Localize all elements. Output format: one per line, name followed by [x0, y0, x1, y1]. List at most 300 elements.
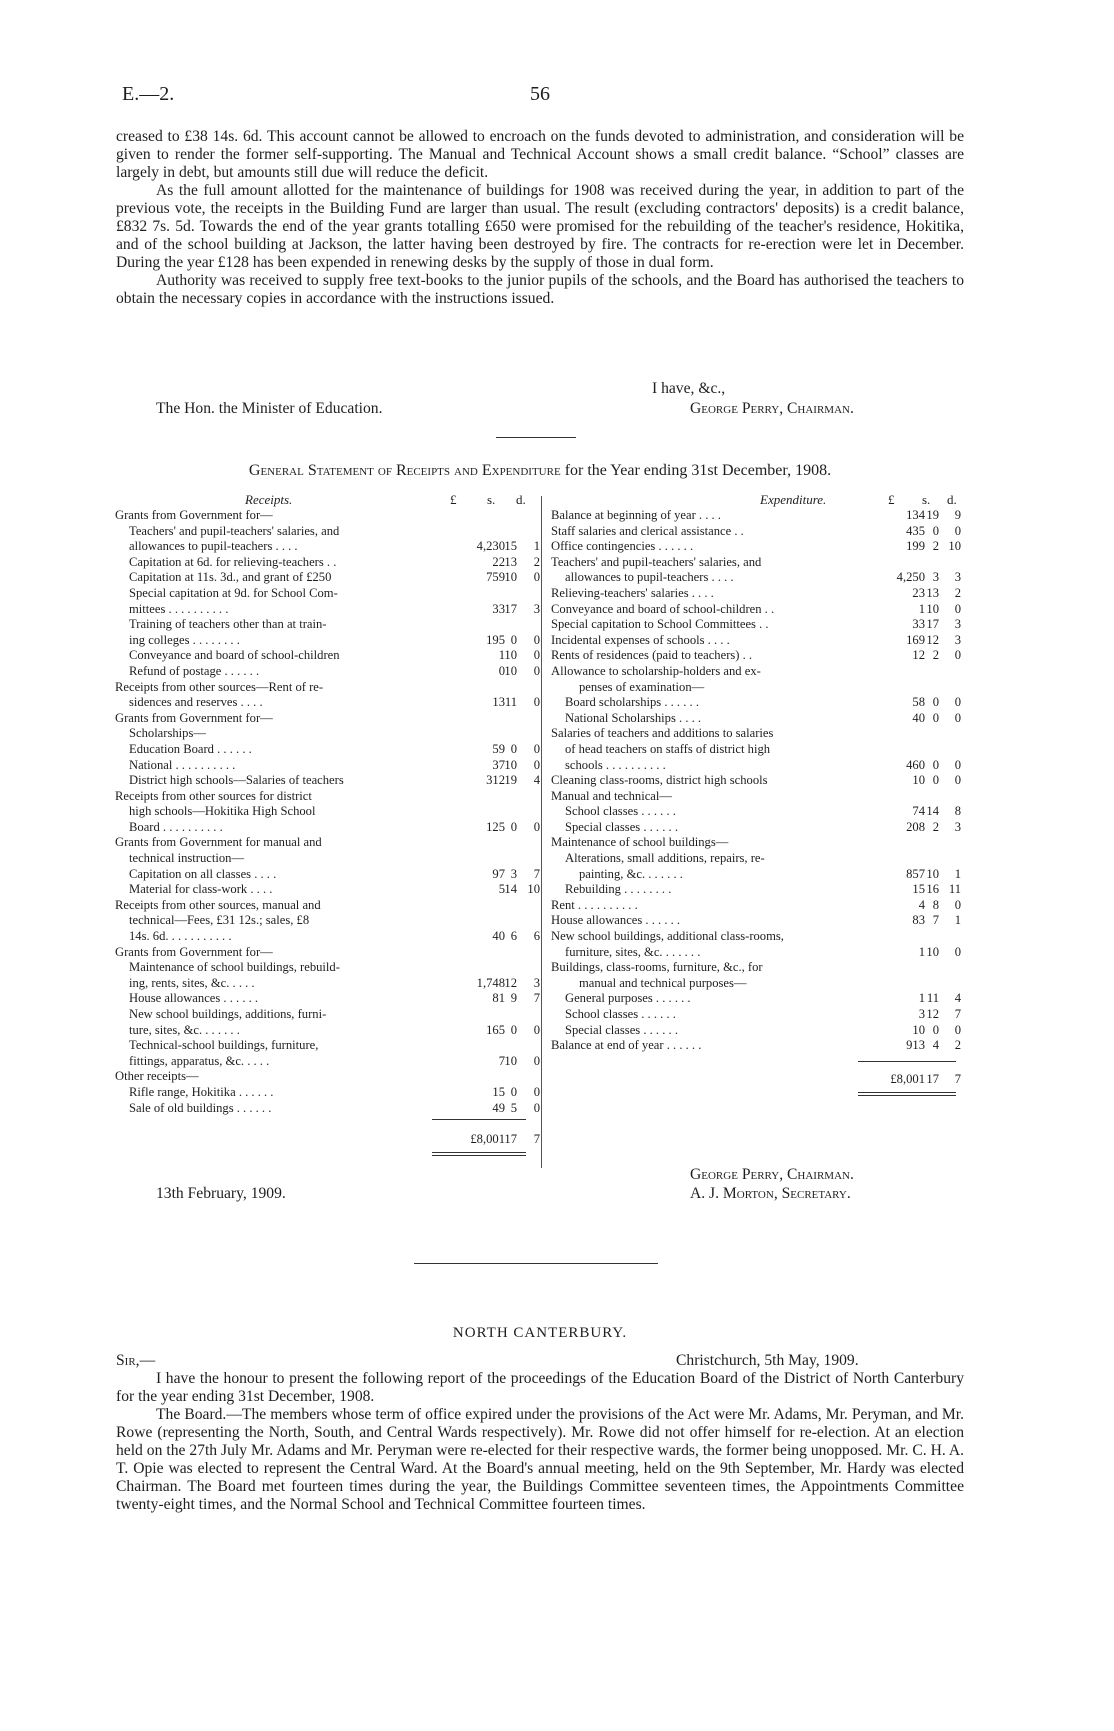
receipts-line-row [115, 882, 540, 898]
expenditure-line-row-label: School classes . . . . . . [565, 1007, 676, 1021]
receipts-line-row-pounds: 125 [486, 819, 505, 834]
receipts-line-row-pounds: 7 [498, 1053, 505, 1068]
expenditure-line-row-shillings: 12 [926, 1007, 939, 1021]
expenditure-line-row-pence: 11 [948, 882, 961, 897]
expenditure-line-row-pounds: 169 [906, 632, 925, 647]
receipts-line-row-shillings: 19 [504, 773, 517, 788]
expenditure-line-row-label: Cleaning class-rooms, district high schools [551, 773, 768, 788]
expenditure-line-row [551, 539, 961, 555]
receipts-line-row [115, 711, 535, 727]
receipts-line-row-label: Technical-school buildings, furniture, [129, 1038, 319, 1053]
receipts-line-row-label: Capitation at 6d. for relieving-teachers . . [129, 554, 337, 569]
expenditure-line-row-pounds: 857 [906, 866, 925, 881]
expenditure-line-row [551, 1038, 961, 1054]
expenditure-line-row [551, 945, 961, 961]
receipts-line-row-label: ture, sites, &c. . . . . . . [129, 1022, 240, 1037]
receipts-heading: Receipts. [245, 492, 293, 507]
receipts-line-row-shillings: 10 [504, 1053, 517, 1068]
expenditure-line-row [551, 664, 961, 680]
expenditure-line-row [551, 882, 961, 898]
expenditure-line-row [551, 898, 961, 914]
receipts-line-row-pounds: 33 [492, 601, 505, 616]
expenditure-line-row-label: furniture, sites, &c. . . . . . . [565, 944, 701, 959]
expenditure-line-row [551, 773, 961, 789]
expenditure-line-row-pounds: 10 [912, 773, 925, 788]
receipts-line-row-label: technical—Fees, £31 12s.; sales, £8 [129, 913, 310, 928]
receipts-line-row [115, 1007, 535, 1023]
receipts-line-row-shillings: 9 [510, 991, 517, 1006]
expenditure-line-row [551, 1023, 961, 1039]
receipts-line-row-shillings: 17 [504, 601, 517, 616]
expenditure-line-row-shillings: 12 [926, 632, 939, 647]
closing-formula: I have, &c., [652, 380, 726, 397]
receipts-line-row-pounds: 22 [492, 554, 505, 569]
receipts-line-row-shillings: 5 [510, 1100, 517, 1115]
expenditure-line-row-label: Special capitation to School Committees . . [551, 617, 769, 632]
column-divider [541, 496, 542, 1168]
expenditure-line-row-label: General purposes . . . . . . [565, 991, 691, 1006]
receipts-line-row-shillings: 12 [504, 975, 517, 990]
receipts-line-row-label: ing colleges . . . . . . . . [129, 632, 240, 647]
section-code: E.—2. [122, 83, 175, 105]
receipts-line-row-shillings: 10 [504, 663, 517, 678]
receipts-line-row [115, 695, 540, 711]
receipts-line-row [115, 991, 540, 1007]
receipts-line-row-pence: 0 [533, 1084, 540, 1099]
receipts-line-row [115, 663, 540, 680]
receipts-line-row-pence: 0 [533, 741, 540, 756]
receipts-line-row-label: technical instruction— [129, 851, 245, 866]
receipts-line-row-label: House allowances . . . . . . [129, 991, 259, 1006]
expenditure-line-row-shillings: 0 [932, 710, 939, 725]
receipts-line-row-pounds: 195 [486, 632, 505, 647]
expenditure-line-row-label: Teachers' and pupil-teachers' salaries, and [551, 554, 762, 569]
expenditure-line-row-shillings: 0 [932, 1022, 939, 1037]
expenditure-line-row-pence: 0 [954, 695, 961, 710]
expenditure-line-row-shillings: 0 [932, 695, 939, 710]
expenditure-line-row [551, 804, 961, 820]
expenditure-total-rule [858, 1061, 956, 1062]
receipts-line-row-label: Maintenance of school buildings, rebuild- [129, 960, 340, 975]
expenditure-line-row-shillings: 10 [926, 866, 939, 881]
receipts-line-row [115, 898, 535, 914]
receipts-line-row-shillings: 0 [510, 632, 517, 647]
receipts-line-row-shillings: 0 [510, 819, 517, 834]
receipts-line-row-shillings: 14 [504, 882, 517, 897]
expenditure-line-row-pence: 0 [954, 757, 961, 772]
receipts-line-row-pounds: 81 [492, 991, 505, 1006]
section-separator [414, 1263, 658, 1264]
receipts-line-row-pounds: 97 [492, 866, 505, 881]
expenditure-line-row-pounds: 40 [912, 710, 925, 725]
expenditure-line-row [551, 648, 961, 664]
expenditure-line-row-shillings: 2 [932, 648, 939, 663]
expenditure-line-row-pence: 2 [954, 585, 961, 600]
expenditure-line-row-pence: 1 [954, 866, 961, 881]
receipts-line-row-pence: 7 [533, 991, 540, 1006]
receipts-line-row [115, 554, 540, 571]
receipts-total-double-rule-b [432, 1155, 526, 1156]
expenditure-line-row [551, 586, 961, 602]
expenditure-line-row-shillings: 2 [932, 539, 939, 554]
expenditure-line-row-pounds: 1 [918, 991, 925, 1006]
receipts-line-row-label: Grants from Government for— [115, 710, 273, 725]
north-canterbury-report [116, 1370, 964, 1514]
receipts-line-row-shillings: 0 [510, 1084, 517, 1099]
north-canterbury-title: NORTH CANTERBURY. [452, 1325, 628, 1341]
page-number: 56 [530, 83, 550, 105]
expenditure-line-row-pounds: 199 [906, 539, 925, 554]
report-paragraph-1: I have the honour to present the following report of the proceedings of the Education Board of the District of North Canterbury for the year ending 31st December, 1908. [116, 1370, 964, 1405]
expenditure-line-row [551, 976, 961, 992]
expenditure-line-row-pounds: 3 [918, 1007, 925, 1021]
receipts-line-row [115, 819, 540, 836]
expenditure-line-row-pence: 0 [954, 601, 961, 616]
receipts-line-row-label: Refund of postage . . . . . . [129, 663, 260, 678]
receipts-line-row-pence: 2 [533, 554, 540, 569]
intro-paragraph-3: Authority was received to supply free text-books to the junior pupils of the schools, and the Board has authorised the teachers to obtain the necessary copies in accordance with the instructions issued. [116, 272, 964, 307]
expenditure-line-row-pounds: 208 [906, 819, 925, 834]
expenditure-total-shillings: 17 [926, 1072, 939, 1086]
expenditure-line-row [551, 960, 961, 976]
expenditure-line-row-pounds: 4 [918, 897, 925, 912]
receipts-line-row-shillings: 3 [510, 866, 517, 881]
receipts-line-row [115, 586, 535, 602]
receipts-total-pounds: £8,001 [470, 1132, 505, 1146]
receipts-line-row-label: National . . . . . . . . . . [129, 757, 236, 772]
receipts-line-row-label: high schools—Hokitika High School [129, 804, 316, 819]
expenditure-line-row-shillings: 8 [932, 897, 939, 912]
expenditure-line-row-pence: 0 [954, 773, 961, 788]
expenditure-shilling-head: s. [922, 492, 931, 507]
receipts-line-row [115, 866, 540, 883]
receipts-line-row [115, 851, 535, 867]
expenditure-line-row-shillings: 11 [926, 991, 939, 1006]
receipts-line-row [115, 1053, 540, 1070]
receipts-line-row [115, 835, 535, 851]
expenditure-line-row-pence: 0 [954, 944, 961, 959]
expenditure-line-row [551, 851, 961, 867]
receipts-line-row [115, 1022, 540, 1039]
expenditure-line-row-pence: 7 [954, 1007, 961, 1021]
receipts-total-row [115, 1132, 540, 1148]
receipts-line-row-pence: 7 [533, 866, 540, 881]
receipts-line-row-pounds: 59 [492, 741, 505, 756]
receipts-line-row-label: Conveyance and board of school-children [129, 648, 340, 663]
report-paragraph-2: The Board.—The members whose term of office expired under the provisions of the Act were Mr. Adams, Mr. Peryman, and Mr. Rowe (representing the North, South, and Central Wards respectively). Mr. Rowe did not offer himself for re-election. At an election held on the 27th July Mr. Adams and Mr. Peryman were re-elected for their respective wards, the former being unopposed. Mr. C. H. A. T. Opie was elected to represent the Central Ward. At the Board's annual meeting, held on the 9th September, Mr. Hardy was elected Chairman. The Board met fourteen times during the year, the Buildings Committee seventeen times, the Appointments Committee twenty-eight times, and the Normal School and Technical Committee fourteen times. [116, 1406, 964, 1513]
expenditure-line-row-pence: 3 [954, 632, 961, 647]
expenditure-total-pence: 7 [954, 1072, 961, 1086]
expenditure-line-row-shillings: 4 [932, 1038, 939, 1053]
expenditure-line-row-pence: 3 [954, 617, 961, 632]
statement-secretary: A. J. Morton, Secretary. [690, 1185, 851, 1202]
receipts-line-row-label: Grants from Government for— [115, 944, 273, 959]
expenditure-line-row [551, 758, 961, 774]
expenditure-line-row [551, 867, 961, 883]
place-date: Christchurch, 5th May, 1909. [676, 1352, 859, 1369]
expenditure-line-row-label: allowances to pupil-teachers . . . . [565, 570, 734, 585]
receipts-line-row-label: Sale of old buildings . . . . . . [129, 1100, 272, 1115]
expenditure-line-row-pence: 1 [954, 913, 961, 928]
expenditure-line-row-pence: 0 [954, 1022, 961, 1037]
expenditure-line-row-pounds: 33 [912, 617, 925, 632]
expenditure-line-row-label: Incidental expenses of schools . . . . [551, 632, 730, 647]
expenditure-line-row [551, 742, 961, 758]
receipts-line-row-label: Grants from Government for manual and [115, 835, 322, 850]
expenditure-line-row-shillings: 19 [926, 508, 939, 522]
receipts-line-row [115, 680, 535, 696]
receipts-line-row-pounds: 15 [492, 1084, 505, 1099]
section-divider [496, 437, 576, 438]
expenditure-pence-head: d. [947, 492, 957, 507]
receipts-line-row [115, 1084, 540, 1101]
expenditure-line-row-shillings: 10 [926, 601, 939, 616]
expenditure-line-row [551, 1007, 961, 1023]
receipts-line-row-label: Special capitation at 9d. for School Com- [129, 585, 338, 600]
receipts-line-row-pence: 0 [533, 648, 540, 663]
receipts-line-row-pence: 3 [533, 601, 540, 616]
receipts-line-row-pounds: 13 [492, 695, 505, 710]
expenditure-total-pounds: £8,001 [890, 1072, 925, 1086]
receipts-line-row-pence: 0 [533, 632, 540, 647]
receipts-line-row-label: Capitation on all classes . . . . [129, 866, 277, 881]
receipts-line-row [115, 1069, 535, 1085]
expenditure-line-row-pence: 8 [954, 804, 961, 819]
receipts-line-row [115, 632, 540, 649]
expenditure-line-row [551, 524, 961, 540]
receipts-line-row [115, 757, 540, 774]
receipts-line-row-pounds: 49 [492, 1100, 505, 1115]
expenditure-line-row-label: Rebuilding . . . . . . . . [565, 882, 672, 897]
expenditure-heading: Expenditure. [760, 492, 827, 507]
receipts-line-row-label: Training of teachers other than at train- [129, 617, 327, 632]
expenditure-line-row-shillings: 10 [926, 944, 939, 959]
statement-date: 13th February, 1909. [156, 1185, 286, 1202]
receipts-line-row-pence: 10 [527, 882, 540, 897]
expenditure-line-row [551, 929, 961, 945]
expenditure-total-double-rule-a [858, 1092, 956, 1093]
receipts-line-row [115, 975, 540, 992]
expenditure-line-row-label: penses of examination— [579, 679, 705, 694]
expenditure-line-row-pounds: 83 [912, 913, 925, 928]
statement-title-period: for the Year ending 31st December, 1908. [564, 462, 832, 479]
expenditure-line-row-label: Buildings, class-rooms, furniture, &c., for [551, 960, 763, 975]
receipts-line-row-label: District high schools—Salaries of teachers [129, 773, 344, 788]
expenditure-line-row-label: School classes . . . . . . [565, 804, 676, 819]
expenditure-line-row-label: Staff salaries and clerical assistance . . [551, 523, 744, 538]
receipts-line-row-label: ing, rents, sites, &c. . . . . [129, 975, 255, 990]
receipts-line-row-pence: 0 [533, 757, 540, 772]
expenditure-line-row-label: New school buildings, additional class-rooms, [551, 929, 784, 944]
receipts-line-row [115, 929, 540, 945]
receipts-line-row [115, 617, 535, 633]
receipts-total-rule [432, 1119, 526, 1120]
expenditure-line-row-pence: 3 [954, 570, 961, 585]
expenditure-line-row [551, 789, 961, 805]
expenditure-line-row-label: Special classes . . . . . . [565, 1022, 678, 1037]
receipts-line-row-pounds: 1,748 [476, 975, 505, 990]
receipts-line-row [115, 945, 535, 961]
receipts-line-row-pounds: 759 [486, 570, 505, 585]
receipts-line-row-label: Receipts from other sources, manual and [115, 897, 321, 912]
receipts-line-row-pence: 0 [533, 570, 540, 585]
expenditure-line-row-shillings: 7 [932, 913, 939, 928]
receipts-line-row-shillings: 6 [510, 929, 517, 944]
expenditure-line-row-label: Allowance to scholarship-holders and ex- [551, 663, 761, 678]
expenditure-line-row-label: manual and technical purposes— [579, 975, 747, 990]
receipts-line-row-pounds: 37 [492, 757, 505, 772]
expenditure-line-row-label: House allowances . . . . . . [551, 913, 681, 928]
salutation: Sir,— [116, 1352, 156, 1369]
receipts-line-row-label: 14s. 6d. . . . . . . . . . . [129, 929, 232, 944]
receipts-line-row-label: allowances to pupil-teachers . . . . [129, 539, 298, 554]
expenditure-line-row-label: Balance at beginning of year . . . . [551, 508, 721, 522]
expenditure-pound-head: £ [888, 492, 895, 507]
receipts-line-row [115, 508, 535, 524]
receipts-line-row [115, 804, 535, 820]
expenditure-line-row [551, 913, 961, 929]
expenditure-line-row-pounds: 58 [912, 695, 925, 710]
receipts-line-row-label: Scholarships— [129, 726, 206, 741]
expenditure-line-row-pounds: 74 [912, 804, 925, 819]
expenditure-line-row-label: Relieving-teachers' salaries . . . . [551, 585, 714, 600]
receipts-line-row-pence: 6 [533, 929, 540, 944]
expenditure-line-row [551, 711, 961, 727]
expenditure-line-row-shillings: 16 [926, 882, 939, 897]
receipts-line-row [115, 773, 540, 789]
receipts-line-row-pence: 0 [533, 663, 540, 678]
expenditure-line-row [551, 555, 961, 571]
receipts-total-pence: 7 [533, 1132, 540, 1146]
expenditure-line-row-pence: 0 [954, 648, 961, 663]
expenditure-line-row [551, 726, 961, 742]
receipts-line-row-pence: 0 [533, 695, 540, 710]
expenditure-line-row-label: Rents of residences (paid to teachers) . . [551, 648, 753, 663]
receipts-pence-head: d. [516, 492, 526, 507]
expenditure-table [551, 508, 961, 1054]
receipts-line-row-shillings: 13 [504, 554, 517, 569]
receipts-line-row-pence: 0 [533, 1100, 540, 1115]
receipts-line-row [115, 741, 540, 758]
receipts-line-row [115, 570, 540, 586]
expenditure-line-row-pence: 4 [954, 991, 961, 1006]
receipts-line-row-pounds: 1 [498, 648, 505, 663]
statement-title-main: General Statement of Receipts and Expenditure [248, 462, 561, 479]
receipts-line-row-pounds: 40 [492, 929, 505, 944]
expenditure-line-row-shillings: 2 [932, 819, 939, 834]
expenditure-line-row-pounds: 12 [912, 648, 925, 663]
expenditure-line-row-pounds: 1 [918, 944, 925, 959]
expenditure-line-row [551, 602, 961, 618]
expenditure-line-row-label: Conveyance and board of school-children . . [551, 601, 775, 616]
expenditure-line-row-label: Office contingencies . . . . . . [551, 539, 694, 554]
receipts-line-row [115, 789, 535, 805]
receipts-total-shillings: 17 [504, 1132, 517, 1146]
expenditure-line-row-label: Manual and technical— [551, 788, 672, 803]
receipts-line-row [115, 648, 540, 664]
receipts-line-row-shillings: 11 [504, 695, 517, 710]
expenditure-line-row-pounds: 134 [906, 508, 925, 522]
receipts-total-double-rule-a [432, 1152, 526, 1153]
receipts-line-row-label: Education Board . . . . . . [129, 741, 252, 756]
receipts-line-row [115, 913, 535, 929]
expenditure-line-row-pounds: 1 [918, 601, 925, 616]
receipts-line-row-shillings: 10 [504, 570, 517, 585]
receipts-line-row-shillings: 0 [510, 741, 517, 756]
expenditure-line-row [551, 835, 961, 851]
expenditure-line-row-label: Salaries of teachers and additions to salaries [551, 726, 774, 741]
expenditure-line-row [551, 820, 961, 836]
expenditure-line-row-pounds: 10 [912, 1022, 925, 1037]
receipts-line-row [115, 1100, 540, 1117]
expenditure-line-row-pounds: 4,250 [896, 570, 925, 585]
receipts-line-row-pounds: 312 [486, 773, 505, 788]
expenditure-total-row [551, 1072, 961, 1088]
receipts-line-row [115, 960, 535, 976]
receipts-line-row-pence: 1 [533, 539, 540, 554]
expenditure-line-row-pence: 2 [954, 1038, 961, 1053]
expenditure-line-row-label: Rent . . . . . . . . . . [551, 897, 638, 912]
expenditure-line-row [551, 695, 961, 711]
expenditure-line-row-pounds: 23 [912, 585, 925, 600]
expenditure-line-row-label: painting, &c. . . . . . . [579, 866, 683, 881]
expenditure-line-row-label: Balance at end of year . . . . . . [551, 1038, 702, 1053]
intro-text [116, 128, 964, 308]
expenditure-line-row [551, 570, 961, 586]
receipts-line-row [115, 726, 535, 742]
receipts-line-row-label: mittees . . . . . . . . . . [129, 601, 229, 616]
expenditure-line-row-pounds: 435 [906, 523, 925, 538]
receipts-line-row-label: Rifle range, Hokitika . . . . . . [129, 1084, 274, 1099]
expenditure-line-row [551, 991, 961, 1007]
expenditure-line-row-shillings: 0 [932, 773, 939, 788]
receipts-table [115, 508, 540, 1116]
receipts-line-row [115, 524, 535, 540]
expenditure-line-row-pence: 9 [954, 508, 961, 522]
receipts-line-row-shillings: 0 [510, 1022, 517, 1037]
receipts-line-row-label: Receipts from other sources—Rent of re- [115, 679, 324, 694]
expenditure-line-row-shillings: 0 [932, 757, 939, 772]
expenditure-line-row [551, 617, 961, 633]
expenditure-line-row-label: Special classes . . . . . . [565, 819, 678, 834]
receipts-line-row-label: Capitation at 11s. 3d., and grant of £250 [129, 570, 332, 585]
expenditure-line-row-pence: 0 [954, 523, 961, 538]
expenditure-line-row-shillings: 13 [926, 585, 939, 600]
intro-paragraph-1: creased to £38 14s. 6d. This account cannot be allowed to encroach on the funds devoted to administration, and consideration will be given to render the former self-supporting. The Manual and Technical Account shows a small credit balance. “School” classes are largely in debt, but amounts still due will reduce the deficit. [116, 128, 964, 181]
expenditure-line-row-label: National Scholarships . . . . [565, 710, 702, 725]
expenditure-line-row-label: Board scholarships . . . . . . [565, 695, 699, 710]
expenditure-line-row-pence: 10 [948, 539, 961, 554]
signatory: George Perry, Chairman. [690, 400, 854, 417]
receipts-line-row-pounds: 5 [498, 882, 505, 897]
receipts-line-row-label: New school buildings, additions, furni- [129, 1007, 327, 1021]
expenditure-line-row-pounds: 15 [912, 882, 925, 897]
receipts-line-row-pounds: 165 [486, 1022, 505, 1037]
receipts-pound-head: £ [450, 492, 457, 507]
receipts-line-row-pence: 0 [533, 819, 540, 834]
receipts-line-row-label: Grants from Government for— [115, 508, 273, 522]
receipts-line-row-label: fittings, apparatus, &c. . . . . [129, 1053, 270, 1068]
receipts-line-row [115, 1038, 535, 1054]
receipts-shilling-head: s. [487, 492, 496, 507]
receipts-line-row [115, 601, 540, 618]
statement-title [116, 462, 964, 480]
receipts-line-row-label: Board . . . . . . . . . . [129, 819, 223, 834]
expenditure-line-row-shillings: 0 [932, 523, 939, 538]
receipts-line-row-pounds: 0 [498, 663, 505, 678]
receipts-line-row-pence: 0 [533, 1022, 540, 1037]
expenditure-line-row-shillings: 14 [926, 804, 939, 819]
